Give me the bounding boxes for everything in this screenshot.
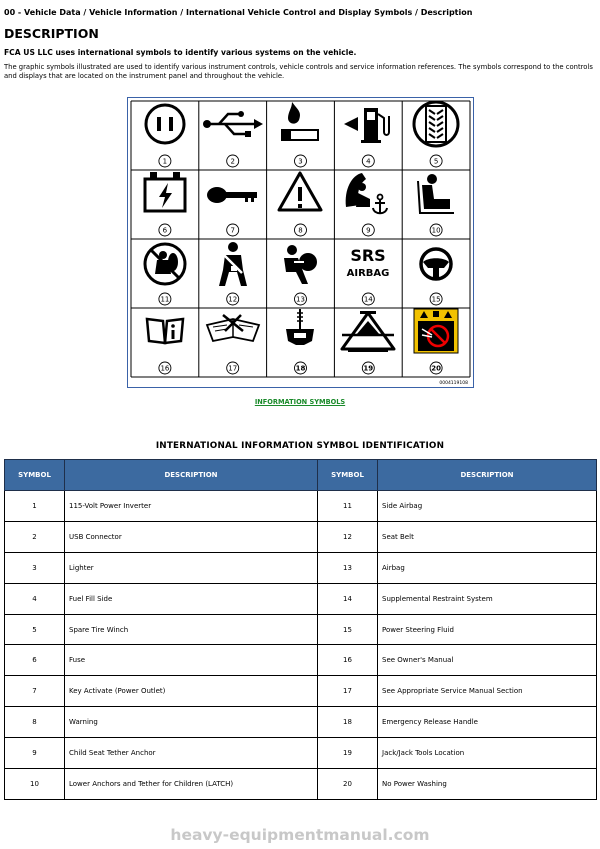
- symbol-number: 6: [5, 645, 65, 676]
- symbol-description: Side Airbag: [378, 491, 597, 522]
- header-description: DESCRIPTION: [378, 460, 597, 491]
- key-icon: [207, 187, 257, 203]
- lighter-icon: [282, 102, 318, 140]
- owners-manual-icon: [147, 319, 183, 343]
- symbol-number-label: 18: [295, 364, 306, 373]
- table-row: [5, 552, 597, 583]
- table-title: INTERNATIONAL INFORMATION SYMBOL IDENTIFICATION: [155, 441, 445, 451]
- symbol-number-label: 12: [228, 295, 238, 304]
- usb-icon: [203, 111, 263, 137]
- body-paragraph: The graphic symbols illustrated are used to identify various instrument controls, vehicle controls and service information references. The symbols correspond to the controls and displays that are located on the instrument panel and throughout the vehicle.: [4, 63, 593, 80]
- header-description: DESCRIPTION: [65, 460, 318, 491]
- table-row: [5, 676, 597, 707]
- symbol-description: Key Activate (Power Outlet): [65, 676, 318, 707]
- symbol-number-label: 15: [431, 295, 441, 304]
- figure-caption-link[interactable]: INFORMATION SYMBOLS: [254, 398, 346, 406]
- symbol-description: 115-Volt Power Inverter: [65, 491, 318, 522]
- header-symbol: SYMBOL: [5, 460, 65, 491]
- srs-airbag-icon: [347, 246, 390, 279]
- symbol-description: Fuse: [65, 645, 318, 676]
- symbol-number: 2: [5, 521, 65, 552]
- symbol-description: USB Connector: [65, 521, 318, 552]
- symbol-description: See Owner's Manual: [378, 645, 597, 676]
- symbol-number-label: 3: [298, 157, 303, 166]
- symbol-number: 17: [318, 676, 378, 707]
- symbol-number-label: 6: [162, 226, 168, 235]
- symbol-description: Power Steering Fluid: [378, 614, 597, 645]
- table-row: [5, 583, 597, 614]
- symbol-number: 10: [5, 769, 65, 800]
- watermark: heavy-equipmentmanual.com: [170, 826, 430, 844]
- symbol-description: Supplemental Restraint System: [378, 583, 597, 614]
- symbol-number: 12: [318, 521, 378, 552]
- symbol-description: No Power Washing: [378, 769, 597, 800]
- symbol-number-label: 14: [363, 295, 373, 304]
- symbols-figure-graphic: [128, 98, 473, 387]
- symbol-number: 8: [5, 707, 65, 738]
- symbol-number: 20: [318, 769, 378, 800]
- table-row: [5, 645, 597, 676]
- symbol-number: 13: [318, 552, 378, 583]
- symbol-number-label: 9: [366, 226, 371, 235]
- power-outlet-icon: [146, 105, 184, 143]
- symbol-description: See Appropriate Service Manual Section: [378, 676, 597, 707]
- symbol-description: Spare Tire Winch: [65, 614, 318, 645]
- symbol-number: 7: [5, 676, 65, 707]
- symbol-number-label: 11: [160, 295, 170, 304]
- table-row: [5, 491, 597, 522]
- symbols-figure: [127, 97, 474, 388]
- symbol-number-label: 4: [366, 157, 371, 166]
- table-row: [5, 707, 597, 738]
- symbol-description: Lighter: [65, 552, 318, 583]
- symbol-number: 11: [318, 491, 378, 522]
- symbol-description: Seat Belt: [378, 521, 597, 552]
- symbol-number-label: 20: [431, 364, 441, 373]
- symbol-number-label: 8: [298, 226, 303, 235]
- symbol-description: Emergency Release Handle: [378, 707, 597, 738]
- jack-icon: [342, 311, 394, 352]
- symbol-description: Lower Anchors and Tether for Children (LATCH): [65, 769, 318, 800]
- seat-belt-icon: [219, 242, 247, 286]
- symbol-number: 16: [318, 645, 378, 676]
- symbol-number: 18: [318, 707, 378, 738]
- table-row: [5, 521, 597, 552]
- fuel-fill-icon: [344, 108, 389, 143]
- fuse-icon: [145, 172, 185, 211]
- airbag-icon: [284, 245, 317, 284]
- no-power-washing-icon: [414, 309, 458, 353]
- symbol-number-label: 2: [230, 157, 235, 166]
- srs-label: SRS: [350, 246, 386, 265]
- table-header-row: [5, 460, 597, 491]
- symbol-description: Fuel Fill Side: [65, 583, 318, 614]
- latch-seat-icon: [418, 174, 454, 213]
- header-symbol: SYMBOL: [318, 460, 378, 491]
- symbol-description: Airbag: [378, 552, 597, 583]
- symbol-description: Child Seat Tether Anchor: [65, 738, 318, 769]
- airbag-label: AIRBAG: [346, 268, 390, 279]
- service-manual-icon: [207, 315, 259, 341]
- side-airbag-icon: [145, 244, 185, 284]
- symbol-number: 1: [5, 491, 65, 522]
- symbol-number-label: 16: [160, 364, 170, 373]
- page-title: DESCRIPTION: [4, 26, 99, 41]
- lead-text: FCA US LLC uses international symbols to identify various systems on the vehicle.: [4, 48, 357, 57]
- symbol-number-label: 7: [230, 226, 235, 235]
- table-row: [5, 738, 597, 769]
- spare-tire-icon: [414, 102, 458, 146]
- symbol-number-label: 5: [433, 157, 439, 166]
- symbol-number-label: 17: [228, 364, 238, 373]
- warning-icon: [279, 173, 321, 210]
- symbol-identification-table: [4, 459, 597, 800]
- symbol-number-label: 19: [363, 364, 374, 373]
- figure-code: 0004119108: [439, 381, 468, 386]
- steering-wheel-icon: [421, 249, 451, 279]
- symbol-description: Warning: [65, 707, 318, 738]
- breadcrumb: 00 - Vehicle Data / Vehicle Information / International Vehicle Control and Display Symbols / Description: [4, 8, 473, 17]
- child-seat-anchor-icon: [346, 173, 387, 213]
- symbol-number: 14: [318, 583, 378, 614]
- symbol-number: 15: [318, 614, 378, 645]
- symbol-number-label: 1: [162, 157, 168, 166]
- symbol-description: Jack/Jack Tools Location: [378, 738, 597, 769]
- symbol-number-label: 10: [431, 226, 441, 235]
- table-row: [5, 769, 597, 800]
- symbol-number: 3: [5, 552, 65, 583]
- symbol-number: 4: [5, 583, 65, 614]
- symbol-number-label: 13: [296, 295, 305, 304]
- symbol-number: 9: [5, 738, 65, 769]
- table-row: [5, 614, 597, 645]
- symbol-number: 19: [318, 738, 378, 769]
- release-handle-icon: [286, 309, 314, 345]
- symbol-number: 5: [5, 614, 65, 645]
